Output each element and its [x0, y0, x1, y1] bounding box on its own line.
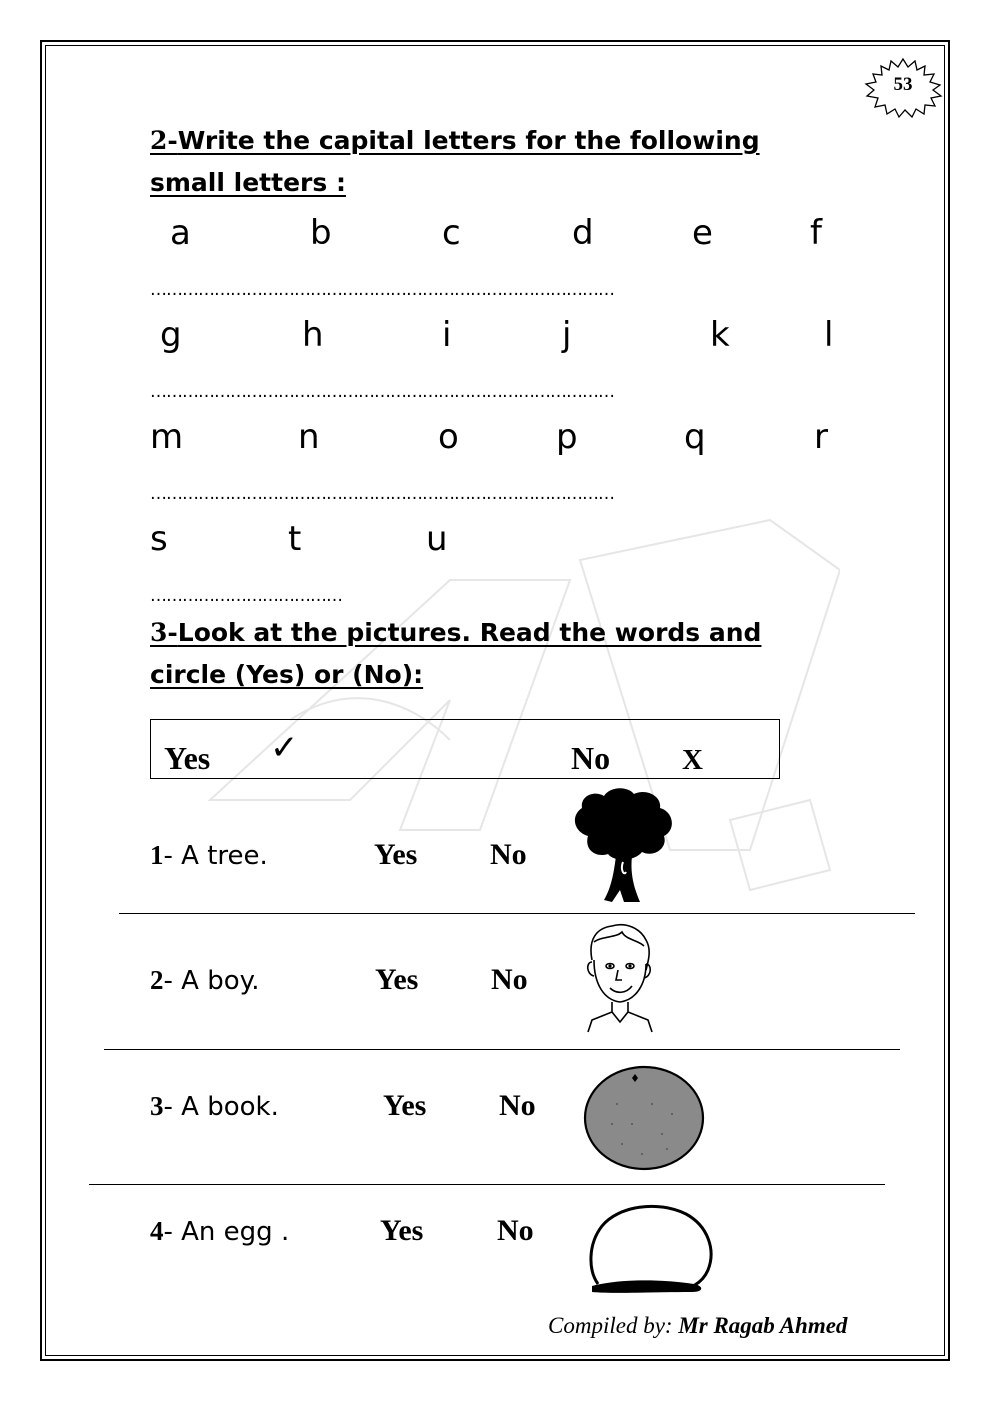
- question-2-yes[interactable]: Yes: [375, 963, 419, 996]
- letter-j: j: [562, 315, 572, 355]
- letter-a: a: [170, 213, 191, 253]
- section-2-heading-line1: Write the capital letters for the following: [177, 126, 760, 155]
- cross-mark-icon: X: [682, 744, 703, 776]
- question-4-no[interactable]: No: [497, 1214, 534, 1247]
- letter-l: l: [824, 315, 834, 355]
- divider-3: [89, 1184, 885, 1185]
- page-number: 53: [893, 74, 913, 95]
- letter-r: r: [814, 417, 828, 457]
- question-1-yes[interactable]: Yes: [374, 838, 418, 871]
- section-3-heading-line1: Look at the pictures. Read the words and: [177, 618, 762, 647]
- egg-icon: [584, 1200, 718, 1298]
- letter-d: d: [572, 213, 594, 253]
- letter-e: e: [692, 213, 713, 253]
- boy-icon: [582, 920, 656, 1034]
- answer-line-1: ……………………………………………………………………………: [150, 280, 614, 300]
- letter-t: t: [288, 519, 302, 559]
- legend-yes-label: Yes: [164, 740, 211, 776]
- question-3-text: - A book.: [163, 1092, 279, 1122]
- tree-icon: [568, 786, 678, 908]
- question-3-no[interactable]: No: [499, 1089, 536, 1122]
- divider-1: [119, 913, 915, 914]
- checkmark-icon: ✓: [270, 728, 299, 768]
- question-1-text: - A tree.: [163, 841, 268, 871]
- section-2-heading: [150, 126, 760, 155]
- section-3-heading-line2: circle (Yes) or (No):: [150, 660, 424, 689]
- question-4: [150, 1216, 289, 1247]
- answer-line-3: ……………………………………………………………………………: [150, 484, 614, 504]
- letter-g: g: [160, 315, 182, 355]
- question-1-no[interactable]: No: [490, 838, 527, 871]
- legend-no-label: No: [571, 740, 611, 776]
- letter-o: o: [438, 417, 459, 457]
- footer-credit: [548, 1313, 847, 1339]
- answer-line-2: ……………………………………………………………………………: [150, 382, 614, 402]
- letter-b: b: [310, 213, 332, 253]
- letter-n: n: [298, 417, 320, 457]
- letter-h: h: [302, 315, 324, 355]
- letter-f: f: [810, 213, 822, 253]
- divider-2: [104, 1049, 900, 1050]
- letter-i: i: [442, 315, 452, 355]
- question-4-yes[interactable]: Yes: [380, 1214, 424, 1247]
- question-3: [150, 1091, 279, 1122]
- question-3-number: 3: [150, 1091, 164, 1121]
- question-2: [150, 965, 260, 996]
- question-2-number: 2: [150, 965, 164, 995]
- letter-u: u: [426, 519, 448, 559]
- question-1: [150, 840, 268, 871]
- letter-q: q: [684, 417, 706, 457]
- section-2-heading-line2: small letters :: [150, 168, 346, 197]
- section-3-heading: [150, 618, 761, 647]
- letter-p: p: [556, 417, 578, 457]
- letter-c: c: [442, 213, 461, 253]
- orange-icon: [582, 1064, 706, 1172]
- question-2-text: - A boy.: [163, 966, 260, 996]
- question-2-no[interactable]: No: [491, 963, 528, 996]
- letter-k: k: [710, 315, 730, 355]
- question-4-text: - An egg .: [163, 1217, 290, 1247]
- question-1-number: 1: [150, 840, 164, 870]
- section-3-number: 3-: [150, 618, 178, 647]
- letter-s: s: [150, 519, 168, 559]
- question-4-number: 4: [150, 1216, 164, 1246]
- answer-line-4: ………………………………: [150, 586, 342, 606]
- footer-label: Compiled by:: [548, 1313, 673, 1338]
- footer-author: Mr Ragab Ahmed: [678, 1313, 848, 1338]
- question-3-yes[interactable]: Yes: [383, 1089, 427, 1122]
- section-2-number: 2-: [150, 126, 178, 155]
- letter-m: m: [150, 417, 184, 457]
